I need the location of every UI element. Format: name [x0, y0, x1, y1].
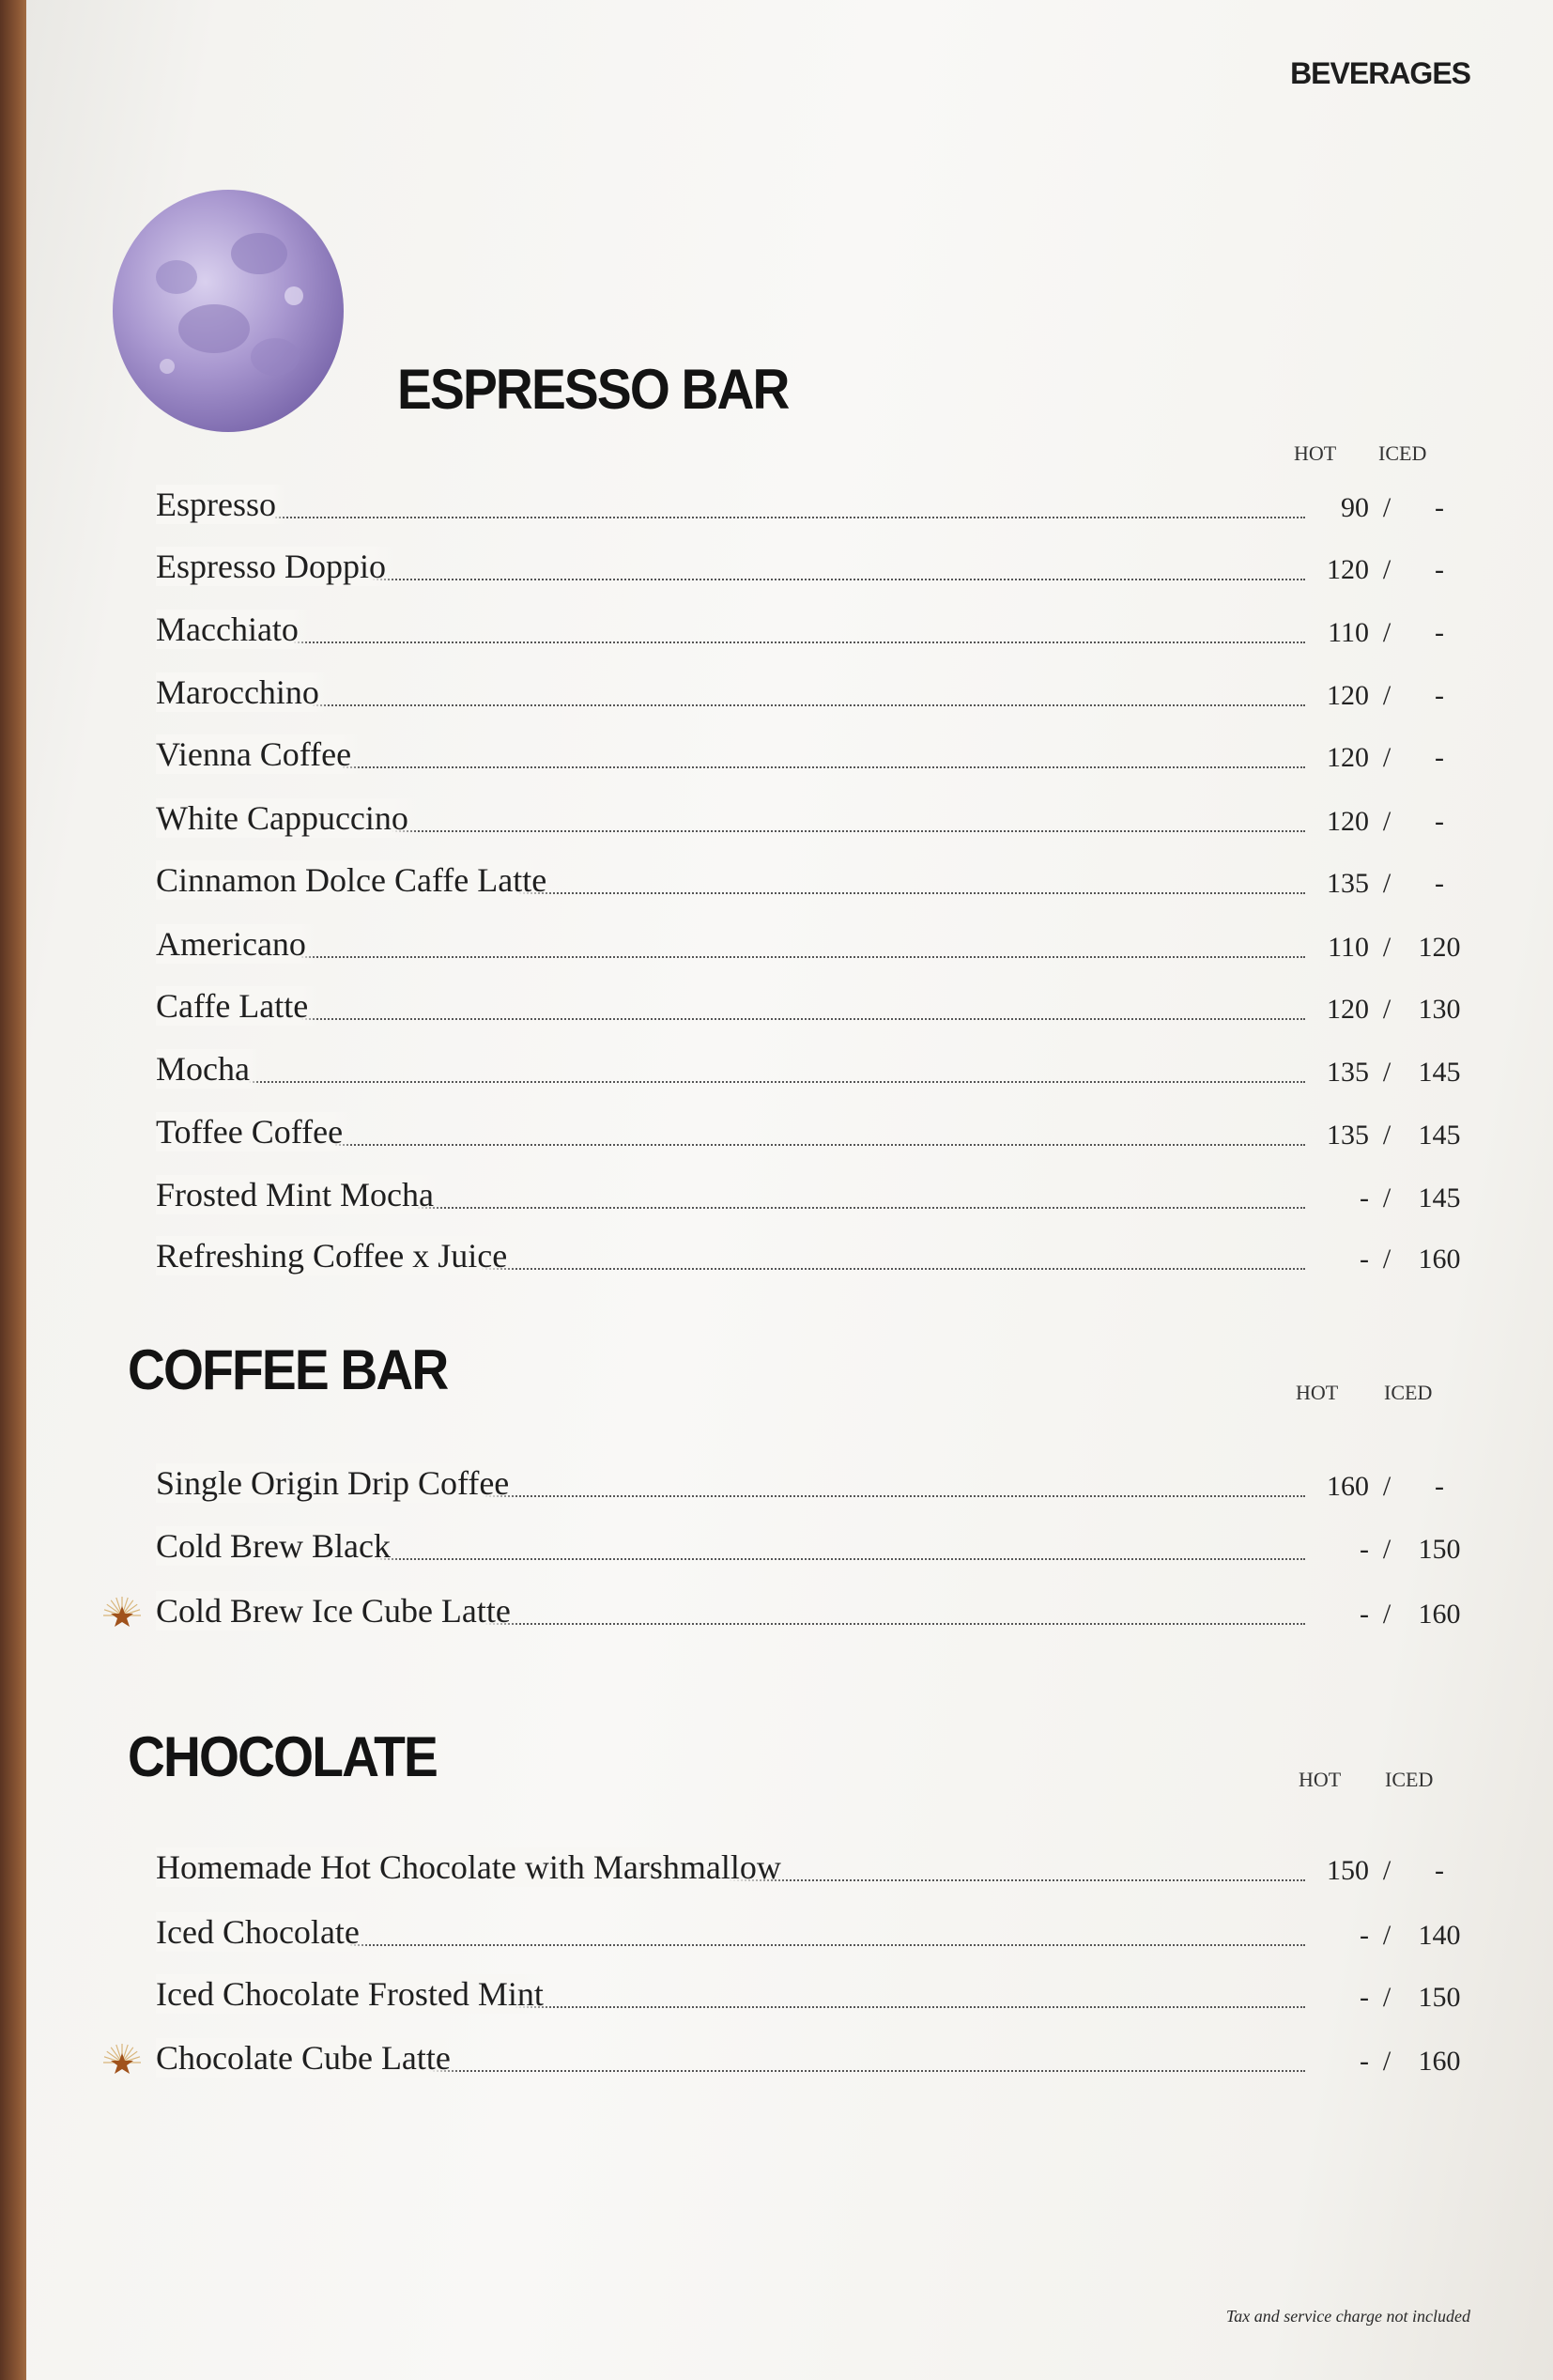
price-separator: / — [1382, 1982, 1392, 2013]
menu-item-name: White Cappuccino — [156, 798, 418, 838]
menu-item-row — [130, 606, 1472, 653]
dot-leader — [156, 956, 1305, 958]
iced-price: 160 — [1418, 1599, 1461, 1630]
hot-price: 135 — [1327, 1120, 1369, 1151]
hot-price: 120 — [1327, 554, 1369, 585]
price-separator: / — [1382, 492, 1392, 523]
dot-leader — [156, 641, 1305, 643]
menu-item-name: Iced Chocolate Frosted Mint — [156, 1974, 553, 2014]
menu-item-name: Espresso — [156, 485, 285, 524]
iced-price: - — [1435, 806, 1444, 837]
hot-price: 135 — [1327, 868, 1369, 899]
section-title-coffee-bar: COFFEE BAR — [128, 1338, 448, 1401]
menu-item-row — [130, 857, 1472, 904]
hot-price: 120 — [1327, 742, 1369, 773]
menu-item-name: Frosted Mint Mocha — [156, 1175, 443, 1214]
menu-item-name: Chocolate Cube Latte — [156, 2038, 460, 2078]
menu-item-row — [130, 1171, 1472, 1218]
price-separator: / — [1382, 932, 1392, 963]
hot-price: 110 — [1328, 617, 1369, 648]
menu-item-name: Toffee Coffee — [156, 1112, 352, 1151]
dot-leader — [156, 1018, 1305, 1020]
menu-item-row — [130, 1460, 1472, 1507]
hot-price: 120 — [1327, 806, 1369, 837]
menu-item-name: Cinnamon Dolce Caffe Latte — [156, 860, 556, 900]
menu-item-row — [130, 731, 1472, 778]
hot-column-header: HOT — [1296, 1381, 1339, 1404]
menu-item-row — [130, 920, 1472, 967]
menu-item-name: Cold Brew Ice Cube Latte — [156, 1591, 520, 1630]
iced-price: - — [1435, 1471, 1444, 1502]
price-separator: / — [1382, 1471, 1392, 1502]
menu-item-name: Caffe Latte — [156, 986, 317, 1026]
menu-item-row — [130, 982, 1472, 1029]
price-separator: / — [1382, 1182, 1392, 1213]
hot-column-header: HOT — [1294, 441, 1337, 465]
hot-price: - — [1360, 1920, 1369, 1951]
menu-item-name: Refreshing Coffee x Juice — [156, 1236, 516, 1275]
hot-price: 90 — [1341, 492, 1369, 523]
price-separator: / — [1382, 680, 1392, 711]
iced-price: - — [1435, 742, 1444, 773]
menu-item-name: Americano — [156, 924, 315, 964]
dot-leader — [156, 517, 1305, 518]
price-separator: / — [1382, 554, 1392, 585]
price-separator: / — [1382, 1057, 1392, 1088]
hot-price: 120 — [1327, 994, 1369, 1025]
menu-item-row — [130, 481, 1472, 528]
menu-item-row — [130, 1970, 1472, 2017]
menu-item-row — [130, 543, 1472, 590]
price-separator: / — [1382, 617, 1392, 648]
menu-item-row — [130, 1232, 1472, 1279]
iced-price: 160 — [1418, 1244, 1461, 1275]
page-header-label: BEVERAGES — [1290, 56, 1470, 90]
menu-item-name: Macchiato — [156, 610, 308, 649]
menu-item-row — [130, 1587, 1472, 1634]
tax-footnote: Tax and service charge not included — [1225, 2307, 1470, 2326]
price-separator: / — [1382, 1920, 1392, 1951]
iced-price: - — [1435, 868, 1444, 899]
menu-item-row — [130, 1108, 1472, 1155]
iced-price: 120 — [1418, 932, 1461, 963]
menu-item-name: Marocchino — [156, 672, 329, 712]
hot-price: 135 — [1327, 1057, 1369, 1088]
iced-price: - — [1435, 554, 1444, 585]
menu-item-row — [130, 1522, 1472, 1569]
menu-item-name: Single Origin Drip Coffee — [156, 1463, 518, 1503]
iced-column-header: ICED — [1385, 1768, 1434, 1791]
iced-price: 130 — [1418, 994, 1461, 1025]
menu-item-name: Iced Chocolate — [156, 1912, 369, 1952]
menu-item-row — [130, 1045, 1472, 1092]
iced-price: - — [1435, 1855, 1444, 1886]
price-separator: / — [1382, 806, 1392, 837]
menu-page — [26, 0, 1553, 2380]
hot-price: - — [1360, 1599, 1369, 1630]
iced-price: 145 — [1418, 1120, 1461, 1151]
price-separator: / — [1382, 1599, 1392, 1630]
menu-item-name: Homemade Hot Chocolate with Marshmallow — [156, 1847, 791, 1887]
moon-illustration — [111, 188, 346, 434]
iced-price: 160 — [1418, 2046, 1461, 2077]
iced-price: - — [1435, 617, 1444, 648]
price-separator: / — [1382, 1855, 1392, 1886]
iced-column-header: ICED — [1378, 441, 1427, 465]
menu-item-row — [130, 669, 1472, 716]
iced-price: 145 — [1418, 1182, 1461, 1213]
menu-item-row — [130, 795, 1472, 842]
menu-item-row — [130, 1909, 1472, 1955]
hot-price: 110 — [1328, 932, 1369, 963]
iced-price: - — [1435, 492, 1444, 523]
section-title-espresso-bar: ESPRESSO BAR — [397, 358, 789, 421]
price-separator: / — [1382, 994, 1392, 1025]
iced-price: 140 — [1418, 1920, 1461, 1951]
iced-price: - — [1435, 680, 1444, 711]
price-separator: / — [1382, 1120, 1392, 1151]
price-separator: / — [1382, 1534, 1392, 1565]
hot-price: - — [1360, 1244, 1369, 1275]
hot-price: 150 — [1327, 1855, 1369, 1886]
iced-price: 145 — [1418, 1057, 1461, 1088]
menu-item-name: Vienna Coffee — [156, 734, 361, 774]
hot-price: - — [1360, 2046, 1369, 2077]
section-title-chocolate: CHOCOLATE — [128, 1725, 437, 1788]
hot-price: - — [1360, 1534, 1369, 1565]
menu-item-name: Cold Brew Black — [156, 1526, 400, 1566]
price-separator: / — [1382, 1244, 1392, 1275]
iced-price: 150 — [1418, 1982, 1461, 2013]
hot-price: 120 — [1327, 680, 1369, 711]
menu-item-row — [130, 2034, 1472, 2081]
price-separator: / — [1382, 868, 1392, 899]
star-icon — [101, 2040, 143, 2081]
dot-leader — [156, 1081, 1305, 1083]
hot-price: - — [1360, 1982, 1369, 2013]
hot-column-header: HOT — [1299, 1768, 1342, 1791]
price-separator: / — [1382, 742, 1392, 773]
menu-item-name: Mocha — [156, 1049, 259, 1089]
hot-price: - — [1360, 1182, 1369, 1213]
iced-price: 150 — [1418, 1534, 1461, 1565]
iced-column-header: ICED — [1384, 1381, 1433, 1404]
menu-item-row — [130, 1844, 1472, 1891]
hot-price: 160 — [1327, 1471, 1369, 1502]
star-icon — [101, 1593, 143, 1634]
menu-item-name: Espresso Doppio — [156, 547, 395, 586]
price-separator: / — [1382, 2046, 1392, 2077]
